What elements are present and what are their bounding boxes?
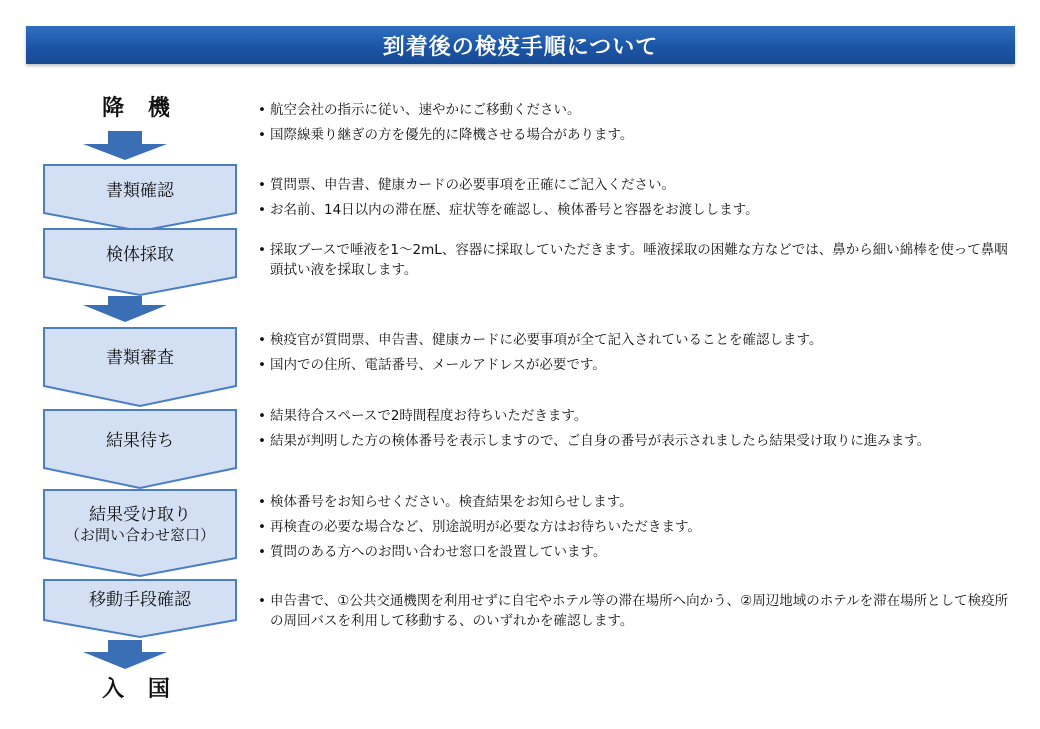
list-item: • 検疫官が質問票、申告書、健康カードに必要事項が全て記入されていることを確認します。 [258, 330, 1018, 350]
down-arrow-icon [83, 296, 167, 322]
list-item: • 検体番号をお知らせください。検査結果をお知らせします。 [258, 492, 1018, 512]
step-description-list [258, 406, 1018, 456]
list-item: • 結果待合スペースで2時間程度お待ちいただきます。 [258, 406, 1018, 426]
end-label: 入 国 [102, 677, 178, 702]
list-item: • 国際線乗り継ぎの方を優先的に降機させる場合があります。 [258, 125, 1018, 145]
step-description-list [258, 492, 1018, 567]
list-item: • 航空会社の指示に従い、速やかにご移動ください。 [258, 100, 1018, 120]
list-item: • お名前、14日以内の滞在歴、症状等を確認し、検体番号と容器をお渡しします。 [258, 200, 1018, 220]
step-label-sample-collection: 検体採取 [106, 245, 174, 265]
list-item: • 結果が判明した方の検体番号を表示しますので、ご自身の番号が表示されましたら結果受け取りに進みます。 [258, 431, 1018, 451]
step-description-list [258, 330, 1018, 380]
list-item: • 国内での住所、電話番号、メールアドレスが必要です。 [258, 355, 1018, 375]
step-label-wait-results: 結果待ち [106, 431, 174, 451]
list-item: • 申告書で、①公共交通機関を利用せずに自宅やホテル等の滞在場所へ向かう、②周辺地域のホテルを滞在場所として検疫所の周回バスを利用して移動する、のいずれかを確認します。 [258, 591, 1018, 631]
step-label-receive-results [44, 505, 236, 545]
step-label-documents-review: 書類審査 [106, 348, 174, 368]
step-description-list [258, 240, 1018, 285]
step-description-list [258, 591, 1018, 636]
list-item: • 採取ブースで唾液を1～2mL、容器に採取していただきます。唾液採取の困難な方などでは、鼻から細い綿棒を使って鼻咽頭拭い液を採取します。 [258, 240, 1018, 280]
step-label-receive-results-main: 結果受け取り [89, 505, 191, 525]
step-label-documents-check: 書類確認 [106, 181, 174, 201]
down-arrow-icon [83, 640, 167, 669]
page-title: 到着後の検疫手順について [382, 34, 659, 60]
list-item: • 再検査の必要な場合など、別途説明が必要な方はお待ちいただきます。 [258, 517, 1018, 537]
down-arrow-icon [83, 131, 167, 160]
step-label-receive-results-sub: （お問い合わせ窓口） [64, 526, 215, 544]
start-label: 降 機 [102, 96, 178, 121]
step-description-list [258, 175, 1018, 225]
list-item: • 質問票、申告書、健康カードの必要事項を正確にご記入ください。 [258, 175, 1018, 195]
step-description-list [258, 100, 1018, 150]
list-item: • 質問のある方へのお問い合わせ窓口を設置しています。 [258, 542, 1018, 562]
step-label-transport-check: 移動手段確認 [89, 590, 191, 610]
